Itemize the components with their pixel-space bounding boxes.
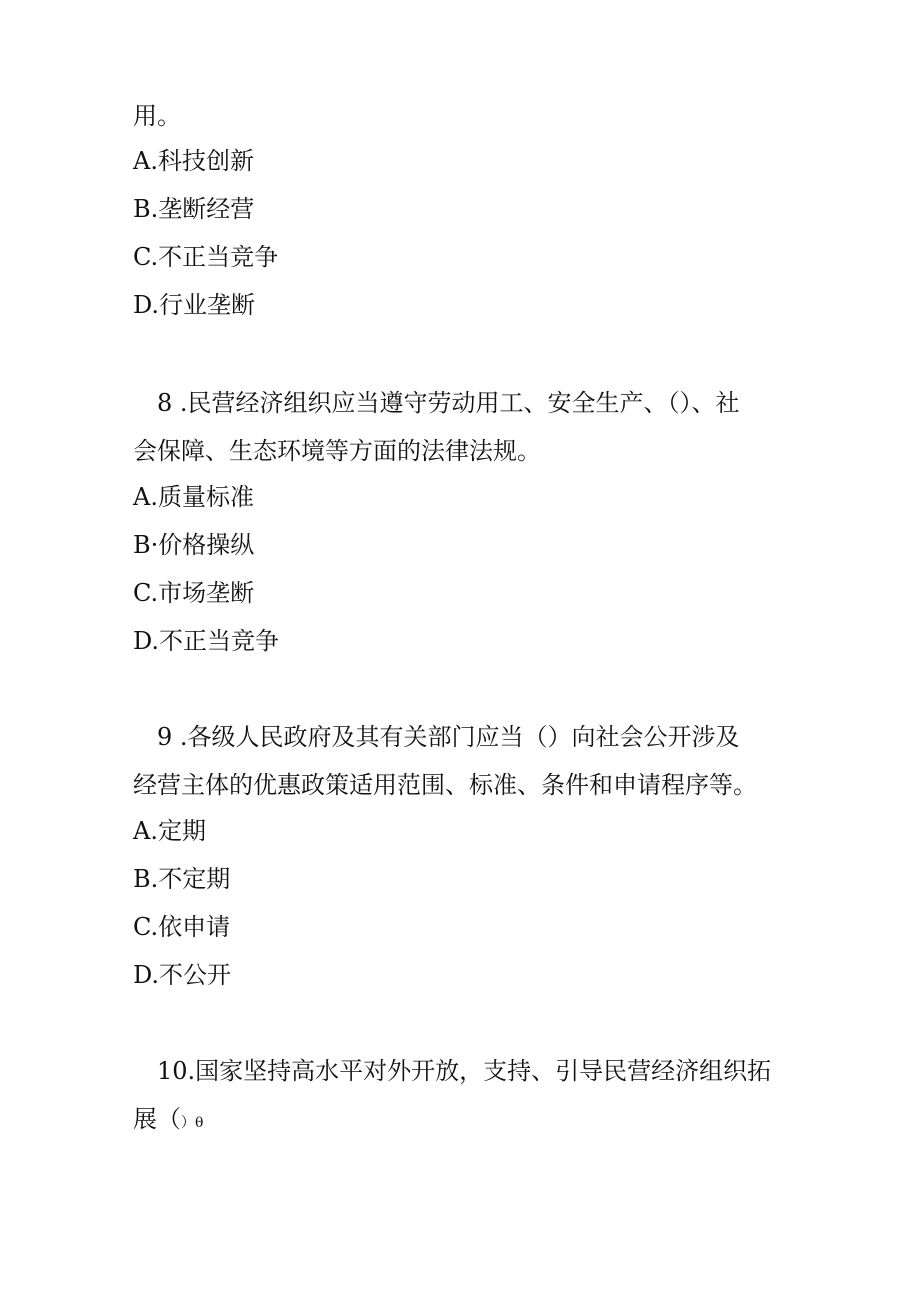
- q8-option-d: D.不正当竞争: [133, 627, 280, 655]
- q8-stem-line2: 会保障、生态环境等方面的法律法规。: [133, 437, 541, 465]
- q9-option-c: C.依申请: [133, 913, 231, 941]
- q7-option-b: B.垄断经营: [133, 195, 255, 223]
- q7-option-d: D.行业垄断: [133, 291, 256, 319]
- q10-stem-line2: [133, 1103, 203, 1139]
- q9-stem-line2: 经营主体的优惠政策适用范围、标准、条件和申请程序等。: [133, 771, 757, 799]
- q10-stem-line2-main: 展（: [133, 1105, 181, 1133]
- q7-option-c: C.不正当竞争: [133, 243, 279, 271]
- q8-option-c: C.市场垄断: [133, 579, 255, 607]
- q7-stem-tail: 用。: [133, 102, 181, 130]
- q9-option-b: B.不定期: [133, 865, 231, 893]
- q9-stem-line1: 9 .各级人民政府及其有关部门应当（）向社会公开涉及: [157, 723, 740, 751]
- q9-option-d: D.不公开: [133, 961, 232, 989]
- q8-option-a: A.质量标准: [133, 483, 254, 511]
- q9-option-a: A.定期: [133, 817, 206, 845]
- q8-stem-line1: 8 .民营经济组织应当遵守劳动用工、安全生产、（）、社: [157, 389, 740, 417]
- q10-stem-line2-tail: ）θ: [181, 1115, 204, 1131]
- q7-option-a: A.科技创新: [133, 147, 254, 175]
- q10-stem-line1: 10.国家坚持高水平对外开放，支持、引导民营经济组织拓: [157, 1057, 772, 1085]
- q8-option-b: B·价格操纵: [133, 531, 255, 559]
